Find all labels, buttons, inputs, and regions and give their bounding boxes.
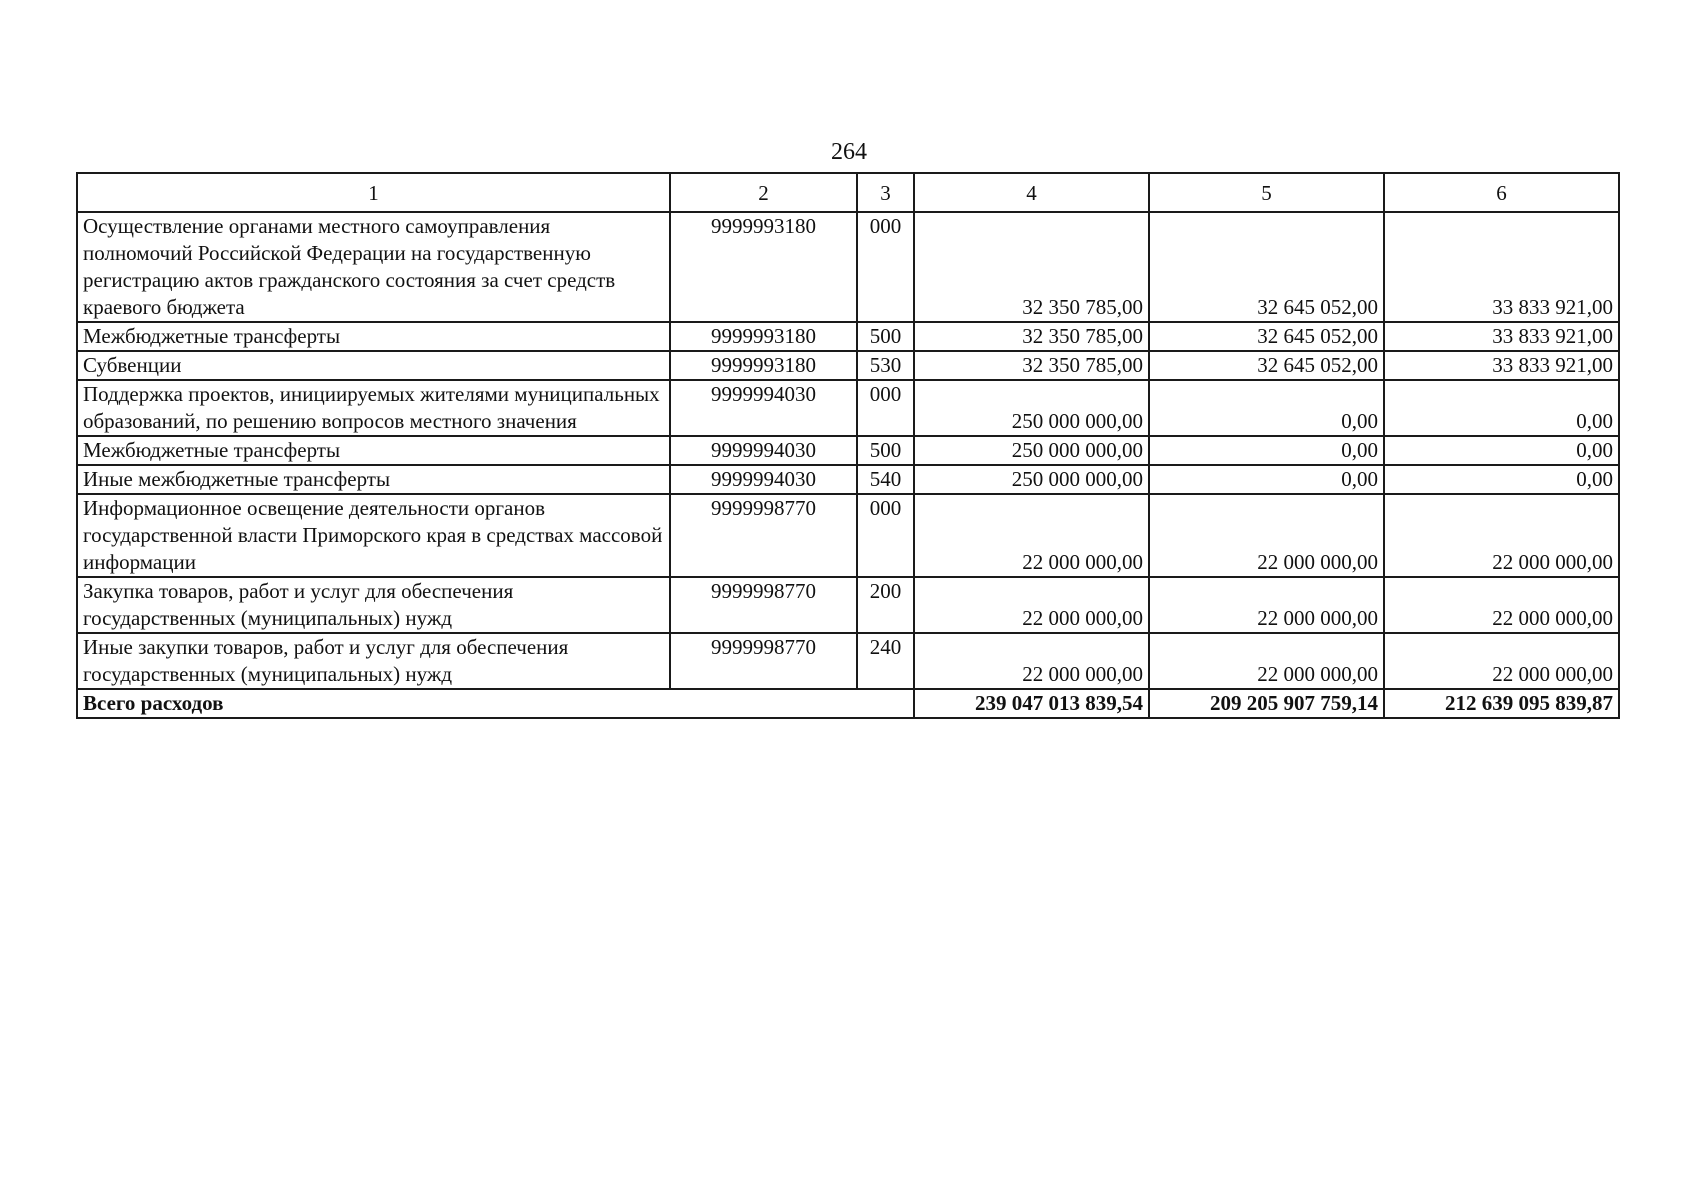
row-amount-4: 32 350 785,00 (914, 351, 1149, 380)
row-kind: 240 (857, 633, 914, 689)
row-amount-5: 22 000 000,00 (1149, 577, 1384, 633)
row-amount-5: 22 000 000,00 (1149, 494, 1384, 577)
table-header-row (77, 173, 1619, 212)
row-amount-5: 32 645 052,00 (1149, 322, 1384, 351)
row-code: 9999994030 (670, 380, 857, 436)
budget-table (76, 172, 1620, 719)
row-amount-4: 250 000 000,00 (914, 436, 1149, 465)
total-row (77, 689, 1619, 718)
row-amount-6: 0,00 (1384, 436, 1619, 465)
row-amount-4: 22 000 000,00 (914, 633, 1149, 689)
row-amount-6: 0,00 (1384, 465, 1619, 494)
column-header: 3 (857, 173, 914, 212)
row-amount-4: 32 350 785,00 (914, 322, 1149, 351)
row-code: 9999993180 (670, 351, 857, 380)
row-kind: 500 (857, 322, 914, 351)
row-amount-6: 33 833 921,00 (1384, 351, 1619, 380)
total-amount-4: 239 047 013 839,54 (914, 689, 1149, 718)
column-header: 1 (77, 173, 670, 212)
column-header: 5 (1149, 173, 1384, 212)
row-amount-6: 33 833 921,00 (1384, 212, 1619, 322)
row-name: Иные межбюджетные трансферты (77, 465, 670, 494)
column-header: 6 (1384, 173, 1619, 212)
row-kind: 000 (857, 494, 914, 577)
column-header: 4 (914, 173, 1149, 212)
row-name: Межбюджетные трансферты (77, 436, 670, 465)
table-row (77, 436, 1619, 465)
table-row (77, 465, 1619, 494)
row-amount-6: 0,00 (1384, 380, 1619, 436)
row-name: Закупка товаров, работ и услуг для обеспечения государственных (муниципальных) нужд (77, 577, 670, 633)
row-amount-4: 250 000 000,00 (914, 380, 1149, 436)
total-amount-5: 209 205 907 759,14 (1149, 689, 1384, 718)
row-name: Поддержка проектов, инициируемых жителями муниципальных образований, по решению вопросов местного значения (77, 380, 670, 436)
page-number: 264 (831, 139, 867, 165)
column-header: 2 (670, 173, 857, 212)
row-amount-4: 22 000 000,00 (914, 494, 1149, 577)
row-amount-5: 0,00 (1149, 436, 1384, 465)
row-name: Межбюджетные трансферты (77, 322, 670, 351)
table-row (77, 380, 1619, 436)
row-name: Субвенции (77, 351, 670, 380)
row-amount-4: 32 350 785,00 (914, 212, 1149, 322)
row-amount-5: 22 000 000,00 (1149, 633, 1384, 689)
total-label: Всего расходов (77, 689, 914, 718)
row-name: Иные закупки товаров, работ и услуг для обеспечения государственных (муниципальных) нужд (77, 633, 670, 689)
row-kind: 000 (857, 380, 914, 436)
row-code: 9999993180 (670, 212, 857, 322)
row-name: Информационное освещение деятельности органов государственной власти Приморского края в средствах массовой информации (77, 494, 670, 577)
row-kind: 500 (857, 436, 914, 465)
row-code: 9999998770 (670, 633, 857, 689)
row-code: 9999998770 (670, 577, 857, 633)
row-kind: 540 (857, 465, 914, 494)
row-code: 9999998770 (670, 494, 857, 577)
table-row (77, 633, 1619, 689)
row-amount-5: 32 645 052,00 (1149, 212, 1384, 322)
row-amount-4: 250 000 000,00 (914, 465, 1149, 494)
table-row (77, 351, 1619, 380)
table-row (77, 322, 1619, 351)
row-amount-5: 0,00 (1149, 380, 1384, 436)
row-kind: 000 (857, 212, 914, 322)
table-row (77, 577, 1619, 633)
row-kind: 200 (857, 577, 914, 633)
row-amount-6: 33 833 921,00 (1384, 322, 1619, 351)
total-amount-6: 212 639 095 839,87 (1384, 689, 1619, 718)
row-amount-6: 22 000 000,00 (1384, 633, 1619, 689)
row-amount-6: 22 000 000,00 (1384, 577, 1619, 633)
row-amount-4: 22 000 000,00 (914, 577, 1149, 633)
table-row (77, 212, 1619, 322)
row-name: Осуществление органами местного самоуправления полномочий Российской Федерации на государственную регистрацию актов гражданского состояния за счет средств краевого бюджета (77, 212, 670, 322)
row-code: 9999993180 (670, 322, 857, 351)
row-kind: 530 (857, 351, 914, 380)
row-amount-6: 22 000 000,00 (1384, 494, 1619, 577)
row-code: 9999994030 (670, 465, 857, 494)
table-row (77, 494, 1619, 577)
row-code: 9999994030 (670, 436, 857, 465)
row-amount-5: 32 645 052,00 (1149, 351, 1384, 380)
row-amount-5: 0,00 (1149, 465, 1384, 494)
